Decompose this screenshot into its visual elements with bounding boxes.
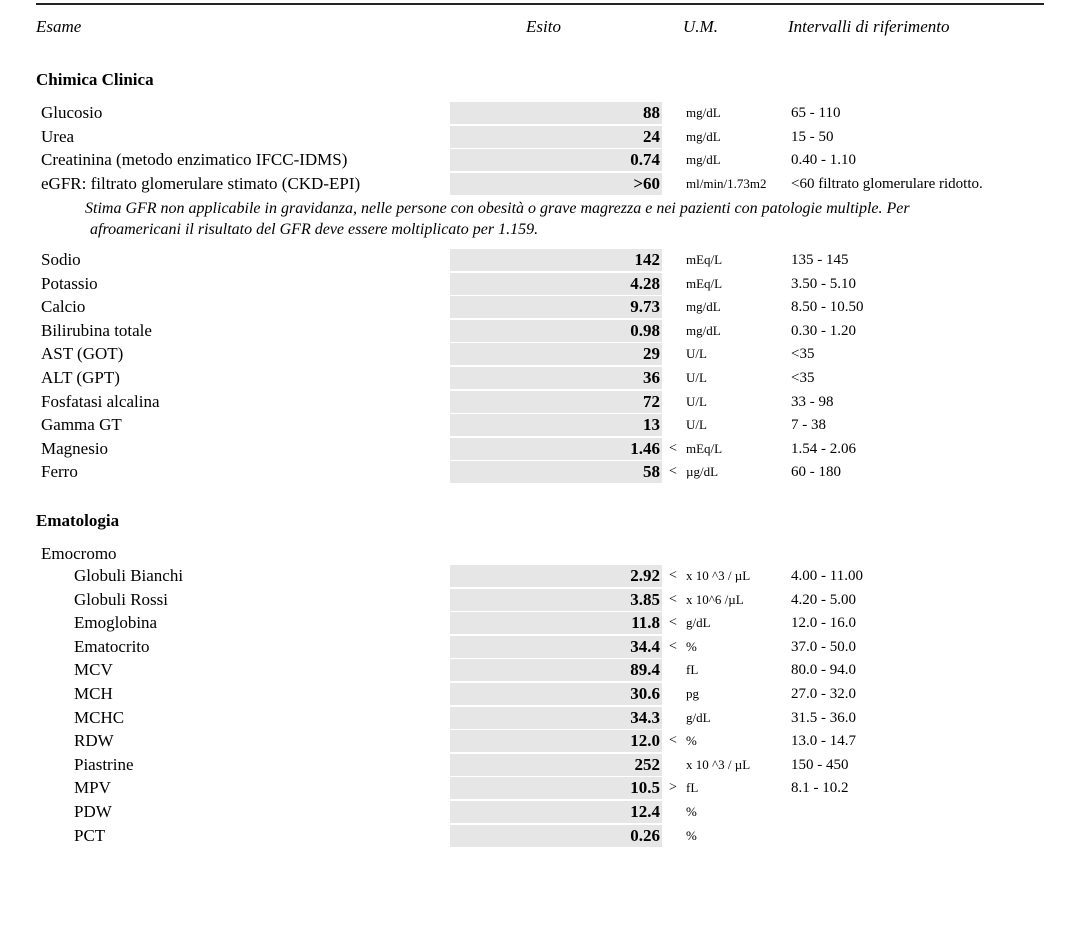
- result-value: 72: [643, 391, 660, 411]
- reference-range: <35: [791, 370, 815, 386]
- unit-of-measure: mg/dL: [686, 152, 721, 168]
- result-row: [0, 343, 1080, 365]
- result-value: 2.92: [630, 566, 660, 585]
- unit-of-measure: %: [686, 804, 697, 819]
- reference-range: 12.0 - 16.0: [791, 615, 856, 632]
- unit-of-measure: fL: [686, 662, 699, 678]
- result-row: [0, 825, 1080, 847]
- result-value: 36: [643, 368, 660, 387]
- result-row: [0, 249, 1080, 271]
- result-value: 13: [643, 415, 660, 435]
- unit-of-measure: mg/dL: [686, 299, 721, 315]
- exam-name: Urea: [41, 126, 75, 146]
- result-row: [0, 565, 1080, 587]
- result-value: 10.5: [630, 778, 660, 798]
- reference-range: 27.0 - 32.0: [791, 686, 856, 702]
- egfr-note: [85, 198, 1035, 240]
- exam-name: Globuli Bianchi: [74, 566, 184, 585]
- abnormal-flag: >: [669, 780, 677, 796]
- value-cell-bg: [450, 173, 662, 195]
- result-value: 0.74: [630, 150, 660, 170]
- unit-of-measure: U/L: [686, 370, 707, 385]
- reference-range: 65 - 110: [791, 105, 841, 121]
- result-value: 34.3: [630, 707, 660, 727]
- exam-name: Piastrine: [74, 754, 134, 774]
- result-row: [0, 320, 1080, 342]
- exam-name: Bilirubina totale: [41, 320, 152, 340]
- result-value: 12.0: [630, 731, 660, 751]
- exam-name: Magnesio: [41, 438, 109, 458]
- section-title-ematologia: Ematologia: [36, 511, 120, 530]
- value-cell-bg: [450, 367, 662, 389]
- unit-of-measure: U/L: [686, 393, 707, 409]
- reference-range: <60 filtrato glomerulare ridotto.: [791, 175, 983, 192]
- exam-name: Fosfatasi alcalina: [41, 391, 160, 411]
- result-row: [0, 367, 1080, 389]
- unit-of-measure: mg/dL: [686, 128, 721, 144]
- unit-of-measure: %: [686, 638, 697, 654]
- result-row: [0, 102, 1080, 124]
- result-value: 4.28: [630, 273, 660, 293]
- egfr-note-line1: Stima GFR non applicabile in gravidanza, nelle persone con obesità o grave magrezza e nei pazienti con patologie multiple. Per: [85, 200, 910, 217]
- reference-range: 31.5 - 36.0: [791, 709, 856, 726]
- abnormal-flag: <: [669, 615, 677, 631]
- result-value: 24: [643, 126, 660, 146]
- result-value: 0.98: [630, 320, 660, 340]
- exam-name: MCHC: [74, 707, 125, 727]
- exam-name: Emoglobina: [74, 613, 158, 633]
- result-row: [0, 777, 1080, 799]
- result-row: [0, 273, 1080, 295]
- abnormal-flag: <: [669, 733, 677, 749]
- result-row: [0, 126, 1080, 148]
- reference-range: 80.0 - 94.0: [791, 662, 856, 679]
- value-cell-bg: [450, 126, 662, 148]
- reference-range: 15 - 50: [791, 128, 834, 145]
- reference-range: 7 - 38: [791, 417, 826, 434]
- unit-of-measure: %: [686, 827, 697, 843]
- exam-name: Calcio: [41, 297, 86, 317]
- exam-name: Sodio: [41, 250, 81, 269]
- exam-name: Globuli Rossi: [74, 589, 168, 609]
- section-title-chimica: Chimica Clinica: [36, 70, 154, 89]
- unit-of-measure: mEq/L: [686, 440, 723, 456]
- result-value: 3.85: [630, 589, 660, 609]
- exam-name: MCV: [74, 660, 113, 680]
- exam-name: Gamma GT: [41, 415, 122, 435]
- result-row: [0, 173, 1080, 195]
- exam-name: MCH: [74, 684, 113, 703]
- value-cell-bg: [450, 391, 662, 413]
- abnormal-flag: <: [669, 440, 677, 456]
- reference-range: 33 - 98: [791, 393, 834, 410]
- result-value: >60: [633, 173, 660, 193]
- exam-name: Ferro: [41, 462, 78, 482]
- reference-range: <35: [791, 346, 815, 363]
- result-row: [0, 707, 1080, 729]
- unit-of-measure: g/dL: [686, 709, 711, 725]
- abnormal-flag: <: [669, 591, 677, 607]
- exam-name: Glucosio: [41, 103, 103, 122]
- unit-of-measure: x 10^6 /µL: [686, 591, 744, 607]
- egfr-note-line2: afroamericani il risultato del GFR deve essere moltiplicato per 1.159.: [90, 221, 539, 238]
- result-row: [0, 438, 1080, 460]
- result-value: 1.46: [630, 438, 660, 458]
- unit-of-measure: mg/dL: [686, 105, 721, 120]
- reference-range: 0.30 - 1.20: [791, 322, 856, 339]
- exam-name: RDW: [74, 731, 114, 751]
- exam-name: eGFR: filtrato glomerulare stimato (CKD-EPI): [41, 173, 361, 193]
- exam-name: MPV: [74, 778, 111, 798]
- reference-range: 8.1 - 10.2: [791, 780, 849, 797]
- unit-of-measure: mEq/L: [686, 252, 723, 267]
- reference-range: 13.0 - 14.7: [791, 733, 856, 750]
- result-row: [0, 589, 1080, 611]
- unit-of-measure: fL: [686, 780, 699, 796]
- unit-of-measure: U/L: [686, 346, 707, 362]
- result-row: [0, 149, 1080, 171]
- result-row: [0, 659, 1080, 681]
- unit-of-measure: x 10 ^3 / µL: [686, 568, 751, 583]
- result-row: [0, 801, 1080, 823]
- unit-of-measure: mEq/L: [686, 275, 723, 291]
- reference-range: 1.54 - 2.06: [791, 440, 856, 457]
- result-row: [0, 612, 1080, 634]
- result-row: [0, 391, 1080, 413]
- value-cell-bg: [450, 343, 662, 365]
- reference-range: 4.20 - 5.00: [791, 591, 856, 608]
- result-value: 34.4: [630, 636, 660, 656]
- abnormal-flag: <: [669, 568, 677, 583]
- reference-range: 150 - 450: [791, 756, 849, 773]
- value-cell-bg: [450, 612, 662, 634]
- header-ranges: Intervalli di riferimento: [788, 17, 950, 36]
- header-exam: Esame: [36, 17, 82, 36]
- result-row: [0, 754, 1080, 776]
- reference-range: 3.50 - 5.10: [791, 275, 856, 292]
- exam-name: Creatinina (metodo enzimatico IFCC-IDMS): [41, 150, 348, 170]
- result-value: 252: [634, 754, 660, 774]
- unit-of-measure: ml/min/1.73m2: [686, 175, 767, 191]
- result-row: [0, 636, 1080, 658]
- reference-range: 8.50 - 10.50: [791, 299, 864, 316]
- result-row: [0, 683, 1080, 705]
- result-value: 142: [634, 250, 660, 269]
- exam-name: Ematocrito: [74, 636, 150, 656]
- unit-of-measure: x 10 ^3 / µL: [686, 756, 751, 772]
- unit-of-measure: U/L: [686, 417, 707, 433]
- unit-of-measure: g/dL: [686, 615, 711, 631]
- exam-name: AST (GOT): [41, 344, 124, 364]
- exam-name: Potassio: [41, 273, 98, 293]
- result-value: 30.6: [630, 684, 660, 703]
- top-rule: [36, 3, 1044, 5]
- value-cell-bg: [450, 102, 662, 124]
- value-cell-bg: [450, 414, 662, 436]
- exam-name: PCT: [74, 825, 106, 845]
- value-cell-bg: [450, 754, 662, 776]
- result-value: 29: [643, 344, 660, 364]
- abnormal-flag: <: [669, 464, 677, 480]
- result-value: 11.8: [631, 613, 660, 633]
- reference-range: 37.0 - 50.0: [791, 638, 856, 655]
- result-row: [0, 461, 1080, 483]
- header-result: Esito: [526, 17, 561, 36]
- exam-name: PDW: [74, 802, 112, 821]
- unit-of-measure: %: [686, 733, 697, 749]
- group-label-emocromo: Emocromo: [41, 544, 117, 563]
- reference-range: 60 - 180: [791, 464, 841, 481]
- result-value: 89.4: [630, 660, 660, 680]
- result-value: 88: [643, 103, 660, 122]
- result-row: [0, 414, 1080, 436]
- unit-of-measure: mg/dL: [686, 322, 721, 338]
- result-value: 0.26: [630, 825, 660, 845]
- result-value: 58: [643, 462, 660, 482]
- result-value: 9.73: [630, 297, 660, 317]
- abnormal-flag: <: [669, 638, 677, 654]
- unit-of-measure: µg/dL: [686, 464, 719, 480]
- result-row: [0, 730, 1080, 752]
- reference-range: 135 - 145: [791, 252, 849, 268]
- exam-name: ALT (GPT): [41, 368, 120, 387]
- value-cell-bg: [450, 461, 662, 483]
- reference-range: 4.00 - 11.00: [791, 568, 863, 584]
- unit-of-measure: pg: [686, 686, 699, 701]
- result-row: [0, 296, 1080, 318]
- header-unit: U.M.: [683, 17, 718, 36]
- result-value: 12.4: [630, 802, 660, 821]
- reference-range: 0.40 - 1.10: [791, 152, 856, 169]
- value-cell-bg: [450, 249, 662, 271]
